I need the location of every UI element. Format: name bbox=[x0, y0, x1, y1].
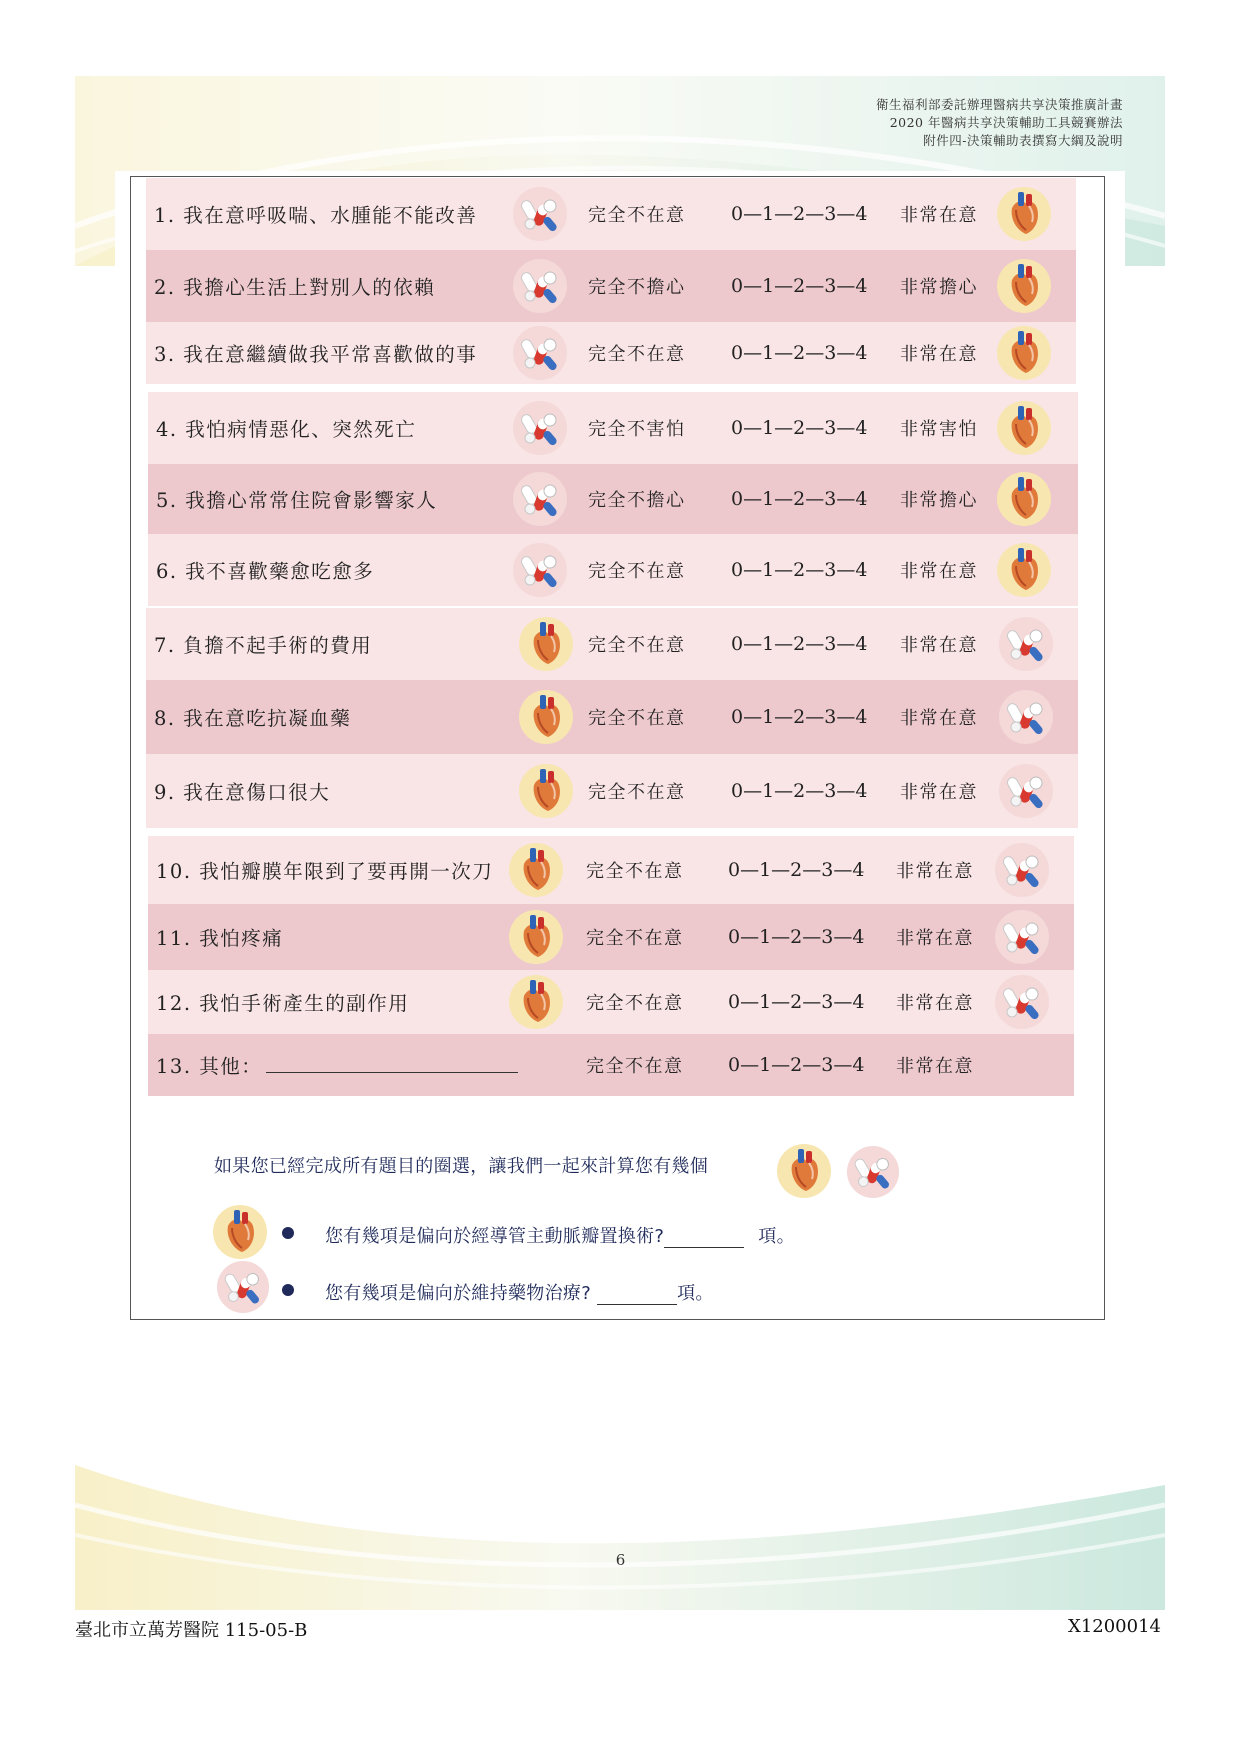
header-line-1: 衛生福利部委託辦理醫病共享決策推廣計畫 bbox=[875, 97, 1123, 112]
heart-icon bbox=[996, 258, 1052, 314]
footer-document-id: X1200014 bbox=[1068, 1616, 1161, 1637]
count-blank-tavi[interactable] bbox=[664, 1229, 744, 1248]
question-text: 1. 我在意呼吸喘、水腫能不能改善 bbox=[154, 204, 478, 227]
heart-icon bbox=[776, 1143, 832, 1199]
scale-high-label: 非常在意 bbox=[900, 782, 978, 803]
rating-scale[interactable]: 0—1—2—3—4 bbox=[731, 342, 868, 364]
question-row bbox=[146, 322, 1076, 384]
heart-icon bbox=[996, 400, 1052, 456]
pills-icon bbox=[994, 909, 1050, 965]
scale-low-label: 完全不擔心 bbox=[588, 490, 686, 511]
pills-icon bbox=[994, 974, 1050, 1030]
count-blank-medication[interactable] bbox=[597, 1286, 677, 1305]
question-text: 4. 我怕病情惡化、突然死亡 bbox=[156, 418, 417, 441]
question-row bbox=[146, 754, 1078, 828]
scale-low-label: 完全不在意 bbox=[588, 561, 686, 582]
header-line-2: 2020 年醫病共享決策輔助工具競賽辦法 bbox=[889, 115, 1123, 130]
question-text: 11. 我怕疼痛 bbox=[156, 927, 284, 950]
question-row bbox=[148, 534, 1078, 606]
pills-icon bbox=[512, 542, 568, 598]
scale-high-label: 非常擔心 bbox=[900, 490, 978, 511]
rating-scale[interactable]: 0—1—2—3—4 bbox=[731, 706, 868, 728]
scale-high-label: 非常在意 bbox=[900, 561, 978, 582]
question-row bbox=[146, 178, 1076, 250]
question-text: 12. 我怕手術產生的副作用 bbox=[156, 992, 410, 1015]
question-text: 2. 我擔心生活上對別人的依賴 bbox=[154, 276, 436, 299]
heart-icon bbox=[212, 1204, 268, 1260]
summary-item-medication-text: 您有幾項是偏向於維持藥物治療? bbox=[325, 1283, 592, 1304]
scale-low-label: 完全不在意 bbox=[586, 1056, 684, 1077]
heart-icon bbox=[508, 909, 564, 965]
other-answer-blank[interactable] bbox=[266, 1052, 518, 1073]
scale-high-label: 非常在意 bbox=[900, 635, 978, 656]
question-text: 8. 我在意吃抗凝血藥 bbox=[154, 707, 352, 730]
scale-low-label: 完全不在意 bbox=[588, 708, 686, 729]
question-row bbox=[148, 970, 1074, 1034]
heart-icon bbox=[996, 325, 1052, 381]
question-row bbox=[148, 464, 1078, 534]
document-header bbox=[876, 96, 1123, 150]
question-row bbox=[148, 392, 1078, 464]
pills-icon bbox=[512, 400, 568, 456]
pills-icon bbox=[994, 842, 1050, 898]
question-row bbox=[148, 836, 1074, 904]
pills-icon bbox=[512, 471, 568, 527]
heart-icon bbox=[508, 842, 564, 898]
scale-low-label: 完全不害怕 bbox=[588, 419, 686, 440]
summary-item-tavi-suffix: 項。 bbox=[758, 1226, 795, 1247]
scale-low-label: 完全不在意 bbox=[588, 205, 686, 226]
summary-item-tavi bbox=[325, 1222, 795, 1248]
heart-icon bbox=[996, 542, 1052, 598]
question-text: 10. 我怕瓣膜年限到了要再開一次刀 bbox=[156, 860, 494, 883]
scale-high-label: 非常擔心 bbox=[900, 277, 978, 298]
question-row bbox=[146, 608, 1078, 680]
heart-icon bbox=[996, 186, 1052, 242]
scale-low-label: 完全不在意 bbox=[588, 635, 686, 656]
page-number: 6 bbox=[615, 1551, 626, 1569]
scale-low-label: 完全不在意 bbox=[586, 861, 684, 882]
question-text: 13. 其他： bbox=[156, 1055, 263, 1078]
pills-icon bbox=[846, 1145, 900, 1199]
scale-high-label: 非常在意 bbox=[896, 993, 974, 1014]
bullet bbox=[282, 1284, 294, 1296]
rating-scale[interactable]: 0—1—2—3—4 bbox=[728, 926, 865, 948]
question-row bbox=[146, 250, 1076, 322]
rating-scale[interactable]: 0—1—2—3—4 bbox=[731, 417, 868, 439]
pills-icon bbox=[216, 1260, 270, 1314]
pills-icon bbox=[998, 763, 1054, 819]
scale-low-label: 完全不在意 bbox=[588, 782, 686, 803]
heart-icon bbox=[518, 689, 574, 745]
scale-low-label: 完全不在意 bbox=[586, 993, 684, 1014]
pills-icon bbox=[998, 616, 1054, 672]
pills-icon bbox=[512, 186, 568, 242]
scale-high-label: 非常在意 bbox=[896, 928, 974, 949]
heart-icon bbox=[518, 616, 574, 672]
heart-icon bbox=[518, 763, 574, 819]
heart-icon bbox=[996, 471, 1052, 527]
question-row bbox=[148, 1034, 1074, 1096]
rating-scale[interactable]: 0—1—2—3—4 bbox=[728, 859, 865, 881]
question-text: 9. 我在意傷口很大 bbox=[154, 781, 331, 804]
footer-decorative-band bbox=[75, 1465, 1165, 1610]
header-line-3: 附件四-決策輔助表撰寫大綱及說明 bbox=[923, 133, 1123, 148]
summary-item-medication-suffix: 項。 bbox=[677, 1283, 714, 1304]
rating-scale[interactable]: 0—1—2—3—4 bbox=[731, 275, 868, 297]
rating-scale[interactable]: 0—1—2—3—4 bbox=[728, 1054, 865, 1076]
scale-high-label: 非常在意 bbox=[896, 861, 974, 882]
pills-icon bbox=[998, 689, 1054, 745]
scale-high-label: 非常害怕 bbox=[900, 419, 978, 440]
scale-high-label: 非常在意 bbox=[900, 344, 978, 365]
heart-icon bbox=[508, 974, 564, 1030]
summary-intro: 如果您已經完成所有題目的圈選，讓我們一起來計算您有幾個 bbox=[214, 1156, 709, 1177]
scale-low-label: 完全不在意 bbox=[588, 344, 686, 365]
rating-scale[interactable]: 0—1—2—3—4 bbox=[731, 780, 868, 802]
rating-scale[interactable]: 0—1—2—3—4 bbox=[728, 991, 865, 1013]
summary-item-tavi-text: 您有幾項是偏向於經導管主動脈瓣置換術? bbox=[325, 1226, 665, 1247]
scale-high-label: 非常在意 bbox=[900, 708, 978, 729]
question-row bbox=[148, 904, 1074, 970]
scale-low-label: 完全不擔心 bbox=[588, 277, 686, 298]
summary-item-medication bbox=[325, 1279, 714, 1305]
rating-scale[interactable]: 0—1—2—3—4 bbox=[731, 203, 868, 225]
rating-scale[interactable]: 0—1—2—3—4 bbox=[731, 559, 868, 581]
question-text: 5. 我擔心常常住院會影響家人 bbox=[156, 489, 438, 512]
rating-scale[interactable]: 0—1—2—3—4 bbox=[731, 633, 868, 655]
question-text: 6. 我不喜歡藥愈吃愈多 bbox=[156, 560, 375, 583]
bullet bbox=[282, 1227, 294, 1239]
rating-scale[interactable]: 0—1—2—3—4 bbox=[731, 488, 868, 510]
footer-hospital-code: 臺北市立萬芳醫院 115-05-B bbox=[75, 1620, 308, 1641]
scale-high-label: 非常在意 bbox=[896, 1056, 974, 1077]
pills-icon bbox=[512, 258, 568, 314]
question-row bbox=[146, 680, 1078, 754]
pills-icon bbox=[512, 325, 568, 381]
question-text: 3. 我在意繼續做我平常喜歡做的事 bbox=[154, 343, 478, 366]
scale-high-label: 非常在意 bbox=[900, 205, 978, 226]
scale-low-label: 完全不在意 bbox=[586, 928, 684, 949]
question-text: 7. 負擔不起手術的費用 bbox=[154, 634, 373, 657]
